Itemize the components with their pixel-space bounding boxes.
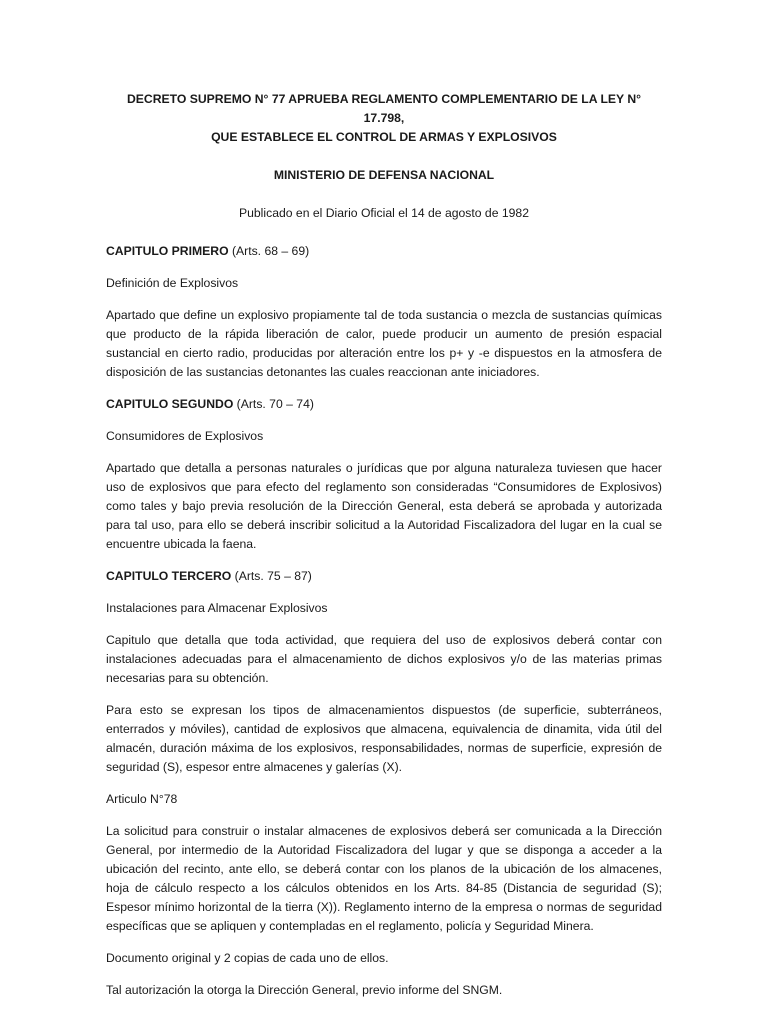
publication-note: Publicado en el Diario Oficial el 14 de agosto de 1982: [239, 206, 529, 220]
chapter-2-articles: (Arts. 70 – 74): [233, 397, 314, 411]
chapter-2-heading: [106, 395, 662, 414]
ministry-heading: MINISTERIO DE DEFENSA NACIONAL: [273, 168, 495, 182]
article-78-paragraph-1: La solicitud para construir o instalar almacenes de explosivos deberá ser comunicada a la Dirección General, por intermedio de la Autoridad Fiscalizadora del lugar y que se disponga a acceder a la ubicación del recinto, ante ello, se deberá contar con los planos de la ubicación de los almacenes, hoja de cálculo respecto a los cálculos obtenidos en los Arts. 84-85 (Distancia de seguridad (S); Espesor mínimo horizontal de la tierra (X)). Reglamento interno de la empresa o normas de seguridad específicas que se apliquen y contempladas en el reglamento, policía y Seguridad Minera.: [106, 824, 662, 933]
chapter-3-title: CAPITULO TERCERO: [106, 569, 232, 583]
chapter-1-heading: [106, 242, 662, 261]
title-line-2: QUE ESTABLECE EL CONTROL DE ARMAS Y EXPLOSIVOS: [211, 130, 557, 144]
chapter-2-paragraph: Apartado que detalla a personas naturales o jurídicas que por alguna naturaleza tuviesen que hacer uso de explosivos que para efecto del reglamento son consideradas “Consumidores de Explosivos) como tales y bajo previa resolución de la Dirección General, esta deberá se aprobada y autorizada para tal uso, para ello se deberá inscribir solicitud a la Autoridad Fiscalizadora del lugar en la cual se encuentre ubicada la faena.: [106, 461, 662, 551]
chapter-3-paragraph-1: Capitulo que detalla que toda actividad, que requiera del uso de explosivos deberá contar con instalaciones adecuadas para el almacenamiento de dichos explosivos y/o de las materias primas necesarias para su obtención.: [106, 633, 662, 685]
chapter-3-paragraph-2: Para esto se expresan los tipos de almacenamientos dispuestos (de superficie, subterráneos, enterrados y móviles), cantidad de explosivos que almacena, equivalencia de dinamita, vida útil del almacén, duración máxima de los explosivos, responsabilidades, normas de superficie, expresión de seguridad (S), espesor entre almacenes y galerías (X).: [106, 703, 662, 774]
article-78-label: Articulo N°78: [106, 792, 178, 806]
chapter-3-heading: [106, 567, 662, 586]
chapter-3-subtitle: Instalaciones para Almacenar Explosivos: [106, 601, 328, 615]
title-line-1: DECRETO SUPREMO N° 77 APRUEBA REGLAMENTO COMPLEMENTARIO DE LA LEY N° 17.798,: [127, 92, 641, 125]
chapter-1-paragraph: Apartado que define un explosivo propiamente tal de toda sustancia o mezcla de sustancias químicas que producto de la rápida liberación de calor, puede producir un aumento de presión espacial sustancial en cierto radio, producidas por alteración entre los p+ y -e dispuestos en la atmosfera de disposición de las sustancias detonantes las cuales reaccionan ante iniciadores.: [106, 308, 662, 379]
chapter-1-articles: (Arts. 68 – 69): [228, 244, 310, 258]
chapter-2-subtitle: Consumidores de Explosivos: [106, 429, 264, 443]
document-title: [106, 90, 662, 147]
chapter-3-articles: (Arts. 75 – 87): [231, 569, 312, 583]
chapter-1-title: CAPITULO PRIMERO: [106, 244, 229, 258]
article-78-paragraph-3: Tal autorización la otorga la Dirección General, previo informe del SNGM.: [106, 983, 503, 997]
chapter-1-subtitle: Definición de Explosivos: [106, 276, 239, 290]
chapter-2-title: CAPITULO SEGUNDO: [106, 397, 234, 411]
article-78-paragraph-2: Documento original y 2 copias de cada uno de ellos.: [106, 951, 389, 965]
